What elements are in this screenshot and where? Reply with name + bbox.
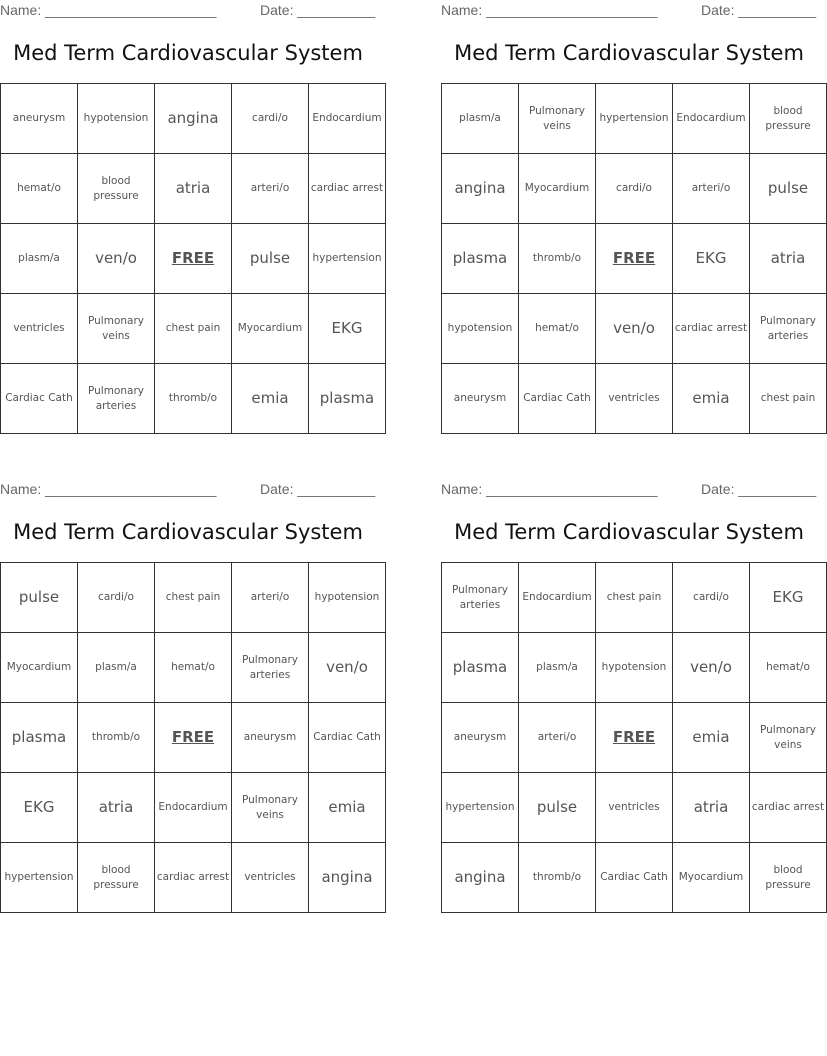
date-line: Date: __________ <box>260 2 376 18</box>
bingo-cell: pulse <box>1 563 78 633</box>
bingo-cell: ven/o <box>596 294 673 364</box>
bingo-cell: Endocardium <box>155 773 232 843</box>
bingo-cell: plasma <box>309 364 386 434</box>
grid-row <box>1 224 386 294</box>
bingo-cell: Myocardium <box>1 633 78 703</box>
bingo-cell: chest pain <box>750 364 827 434</box>
bingo-cell: ven/o <box>673 633 750 703</box>
bingo-cell: plasma <box>442 224 519 294</box>
card-header <box>0 481 376 499</box>
grid-row <box>442 84 827 154</box>
bingo-cell: plasm/a <box>442 84 519 154</box>
name-line: Name: ______________________ <box>441 481 658 497</box>
bingo-cell: cardi/o <box>596 154 673 224</box>
date-line: Date: __________ <box>260 481 376 497</box>
bingo-cell: thromb/o <box>519 224 596 294</box>
bingo-cell: ventricles <box>596 364 673 434</box>
card-title: Med Term Cardiovascular System <box>13 520 363 544</box>
bingo-grid <box>441 83 827 434</box>
card-header <box>441 481 817 499</box>
name-line: Name: ______________________ <box>0 481 217 497</box>
bingo-cell: hypotension <box>442 294 519 364</box>
date-line: Date: __________ <box>701 2 817 18</box>
bingo-cell: chest pain <box>155 294 232 364</box>
bingo-cell: EKG <box>673 224 750 294</box>
bingo-cell: ventricles <box>1 294 78 364</box>
bingo-cell: chest pain <box>596 563 673 633</box>
grid-row <box>1 563 386 633</box>
bingo-cell: Endocardium <box>519 563 596 633</box>
name-line: Name: ______________________ <box>441 2 658 18</box>
grid-row <box>442 224 827 294</box>
bingo-cell: hypotension <box>309 563 386 633</box>
bingo-cell: plasma <box>442 633 519 703</box>
name-line: Name: ______________________ <box>0 2 217 18</box>
bingo-cell: Pulmonary arteries <box>78 364 155 434</box>
grid-row <box>1 84 386 154</box>
bingo-cell: arteri/o <box>232 563 309 633</box>
bingo-cell: Cardiac Cath <box>596 843 673 913</box>
bingo-cell: plasm/a <box>78 633 155 703</box>
bingo-cell: EKG <box>309 294 386 364</box>
free-space-cell: FREE <box>155 703 232 773</box>
bingo-cell: angina <box>442 843 519 913</box>
bingo-cell: cardiac arrest <box>309 154 386 224</box>
bingo-cell: ventricles <box>232 843 309 913</box>
bingo-cell: thromb/o <box>78 703 155 773</box>
bingo-cell: hemat/o <box>750 633 827 703</box>
bingo-cell: chest pain <box>155 563 232 633</box>
card-header <box>0 2 376 20</box>
bingo-cell: EKG <box>750 563 827 633</box>
grid-row <box>442 364 827 434</box>
bingo-cell: emia <box>673 703 750 773</box>
bingo-cell: Pulmonary arteries <box>442 563 519 633</box>
bingo-cell: EKG <box>1 773 78 843</box>
grid-row <box>442 843 827 913</box>
bingo-cell: pulse <box>750 154 827 224</box>
bingo-cell: angina <box>309 843 386 913</box>
bingo-cell: aneurysm <box>1 84 78 154</box>
bingo-cell: hemat/o <box>1 154 78 224</box>
bingo-cell: aneurysm <box>442 364 519 434</box>
bingo-cell: plasm/a <box>519 633 596 703</box>
bingo-cell: angina <box>155 84 232 154</box>
bingo-grid <box>441 562 827 913</box>
date-line: Date: __________ <box>701 481 817 497</box>
free-space-cell: FREE <box>155 224 232 294</box>
bingo-cell: pulse <box>232 224 309 294</box>
grid-row <box>442 154 827 224</box>
bingo-cell: plasma <box>1 703 78 773</box>
bingo-cell: Myocardium <box>232 294 309 364</box>
free-space-cell: FREE <box>596 224 673 294</box>
bingo-cell: blood pressure <box>78 843 155 913</box>
bingo-cell: cardi/o <box>78 563 155 633</box>
bingo-cell: cardiac arrest <box>155 843 232 913</box>
bingo-cell: pulse <box>519 773 596 843</box>
bingo-cell: Endocardium <box>309 84 386 154</box>
bingo-cell: blood pressure <box>78 154 155 224</box>
bingo-cell: cardi/o <box>673 563 750 633</box>
bingo-cell: hypotension <box>78 84 155 154</box>
grid-row <box>442 563 827 633</box>
bingo-cell: Myocardium <box>673 843 750 913</box>
bingo-cell: atria <box>155 154 232 224</box>
bingo-cell: ven/o <box>78 224 155 294</box>
bingo-cell: arteri/o <box>519 703 596 773</box>
bingo-cell: aneurysm <box>442 703 519 773</box>
bingo-cell: hemat/o <box>155 633 232 703</box>
bingo-cell: Pulmonary veins <box>78 294 155 364</box>
bingo-cell: hypertension <box>596 84 673 154</box>
bingo-cell: Myocardium <box>519 154 596 224</box>
bingo-grid <box>0 562 386 913</box>
bingo-cell: ven/o <box>309 633 386 703</box>
bingo-cell: atria <box>78 773 155 843</box>
grid-row <box>442 773 827 843</box>
grid-row <box>1 843 386 913</box>
grid-row <box>1 633 386 703</box>
bingo-cell: Cardiac Cath <box>309 703 386 773</box>
bingo-cell: arteri/o <box>232 154 309 224</box>
grid-row <box>1 294 386 364</box>
bingo-cell: Endocardium <box>673 84 750 154</box>
bingo-cell: ventricles <box>596 773 673 843</box>
bingo-cell: hemat/o <box>519 294 596 364</box>
bingo-cell: thromb/o <box>155 364 232 434</box>
card-header <box>441 2 817 20</box>
grid-row <box>442 703 827 773</box>
grid-row <box>1 154 386 224</box>
bingo-cell: hypotension <box>596 633 673 703</box>
bingo-cell: Pulmonary veins <box>519 84 596 154</box>
bingo-cell: cardiac arrest <box>750 773 827 843</box>
bingo-cell: blood pressure <box>750 84 827 154</box>
bingo-cell: cardi/o <box>232 84 309 154</box>
bingo-grid <box>0 83 386 434</box>
bingo-cell: emia <box>309 773 386 843</box>
bingo-cell: hypertension <box>309 224 386 294</box>
bingo-cell: angina <box>442 154 519 224</box>
bingo-cell: arteri/o <box>673 154 750 224</box>
grid-row <box>1 364 386 434</box>
bingo-cell: atria <box>673 773 750 843</box>
bingo-cell: atria <box>750 224 827 294</box>
bingo-cell: plasm/a <box>1 224 78 294</box>
free-space-cell: FREE <box>596 703 673 773</box>
card-title: Med Term Cardiovascular System <box>454 41 804 65</box>
bingo-cell: aneurysm <box>232 703 309 773</box>
grid-row <box>442 294 827 364</box>
bingo-cell: thromb/o <box>519 843 596 913</box>
bingo-cell: Cardiac Cath <box>519 364 596 434</box>
bingo-cell: emia <box>232 364 309 434</box>
card-title: Med Term Cardiovascular System <box>13 41 363 65</box>
bingo-cell: Pulmonary arteries <box>750 294 827 364</box>
bingo-cell: Pulmonary veins <box>232 773 309 843</box>
bingo-cell: cardiac arrest <box>673 294 750 364</box>
grid-row <box>442 633 827 703</box>
bingo-cell: hypertension <box>442 773 519 843</box>
grid-row <box>1 773 386 843</box>
bingo-cell: Pulmonary veins <box>750 703 827 773</box>
bingo-cell: Pulmonary arteries <box>232 633 309 703</box>
grid-row <box>1 703 386 773</box>
bingo-cell: Cardiac Cath <box>1 364 78 434</box>
bingo-cell: hypertension <box>1 843 78 913</box>
bingo-cell: blood pressure <box>750 843 827 913</box>
card-title: Med Term Cardiovascular System <box>454 520 804 544</box>
bingo-cell: emia <box>673 364 750 434</box>
